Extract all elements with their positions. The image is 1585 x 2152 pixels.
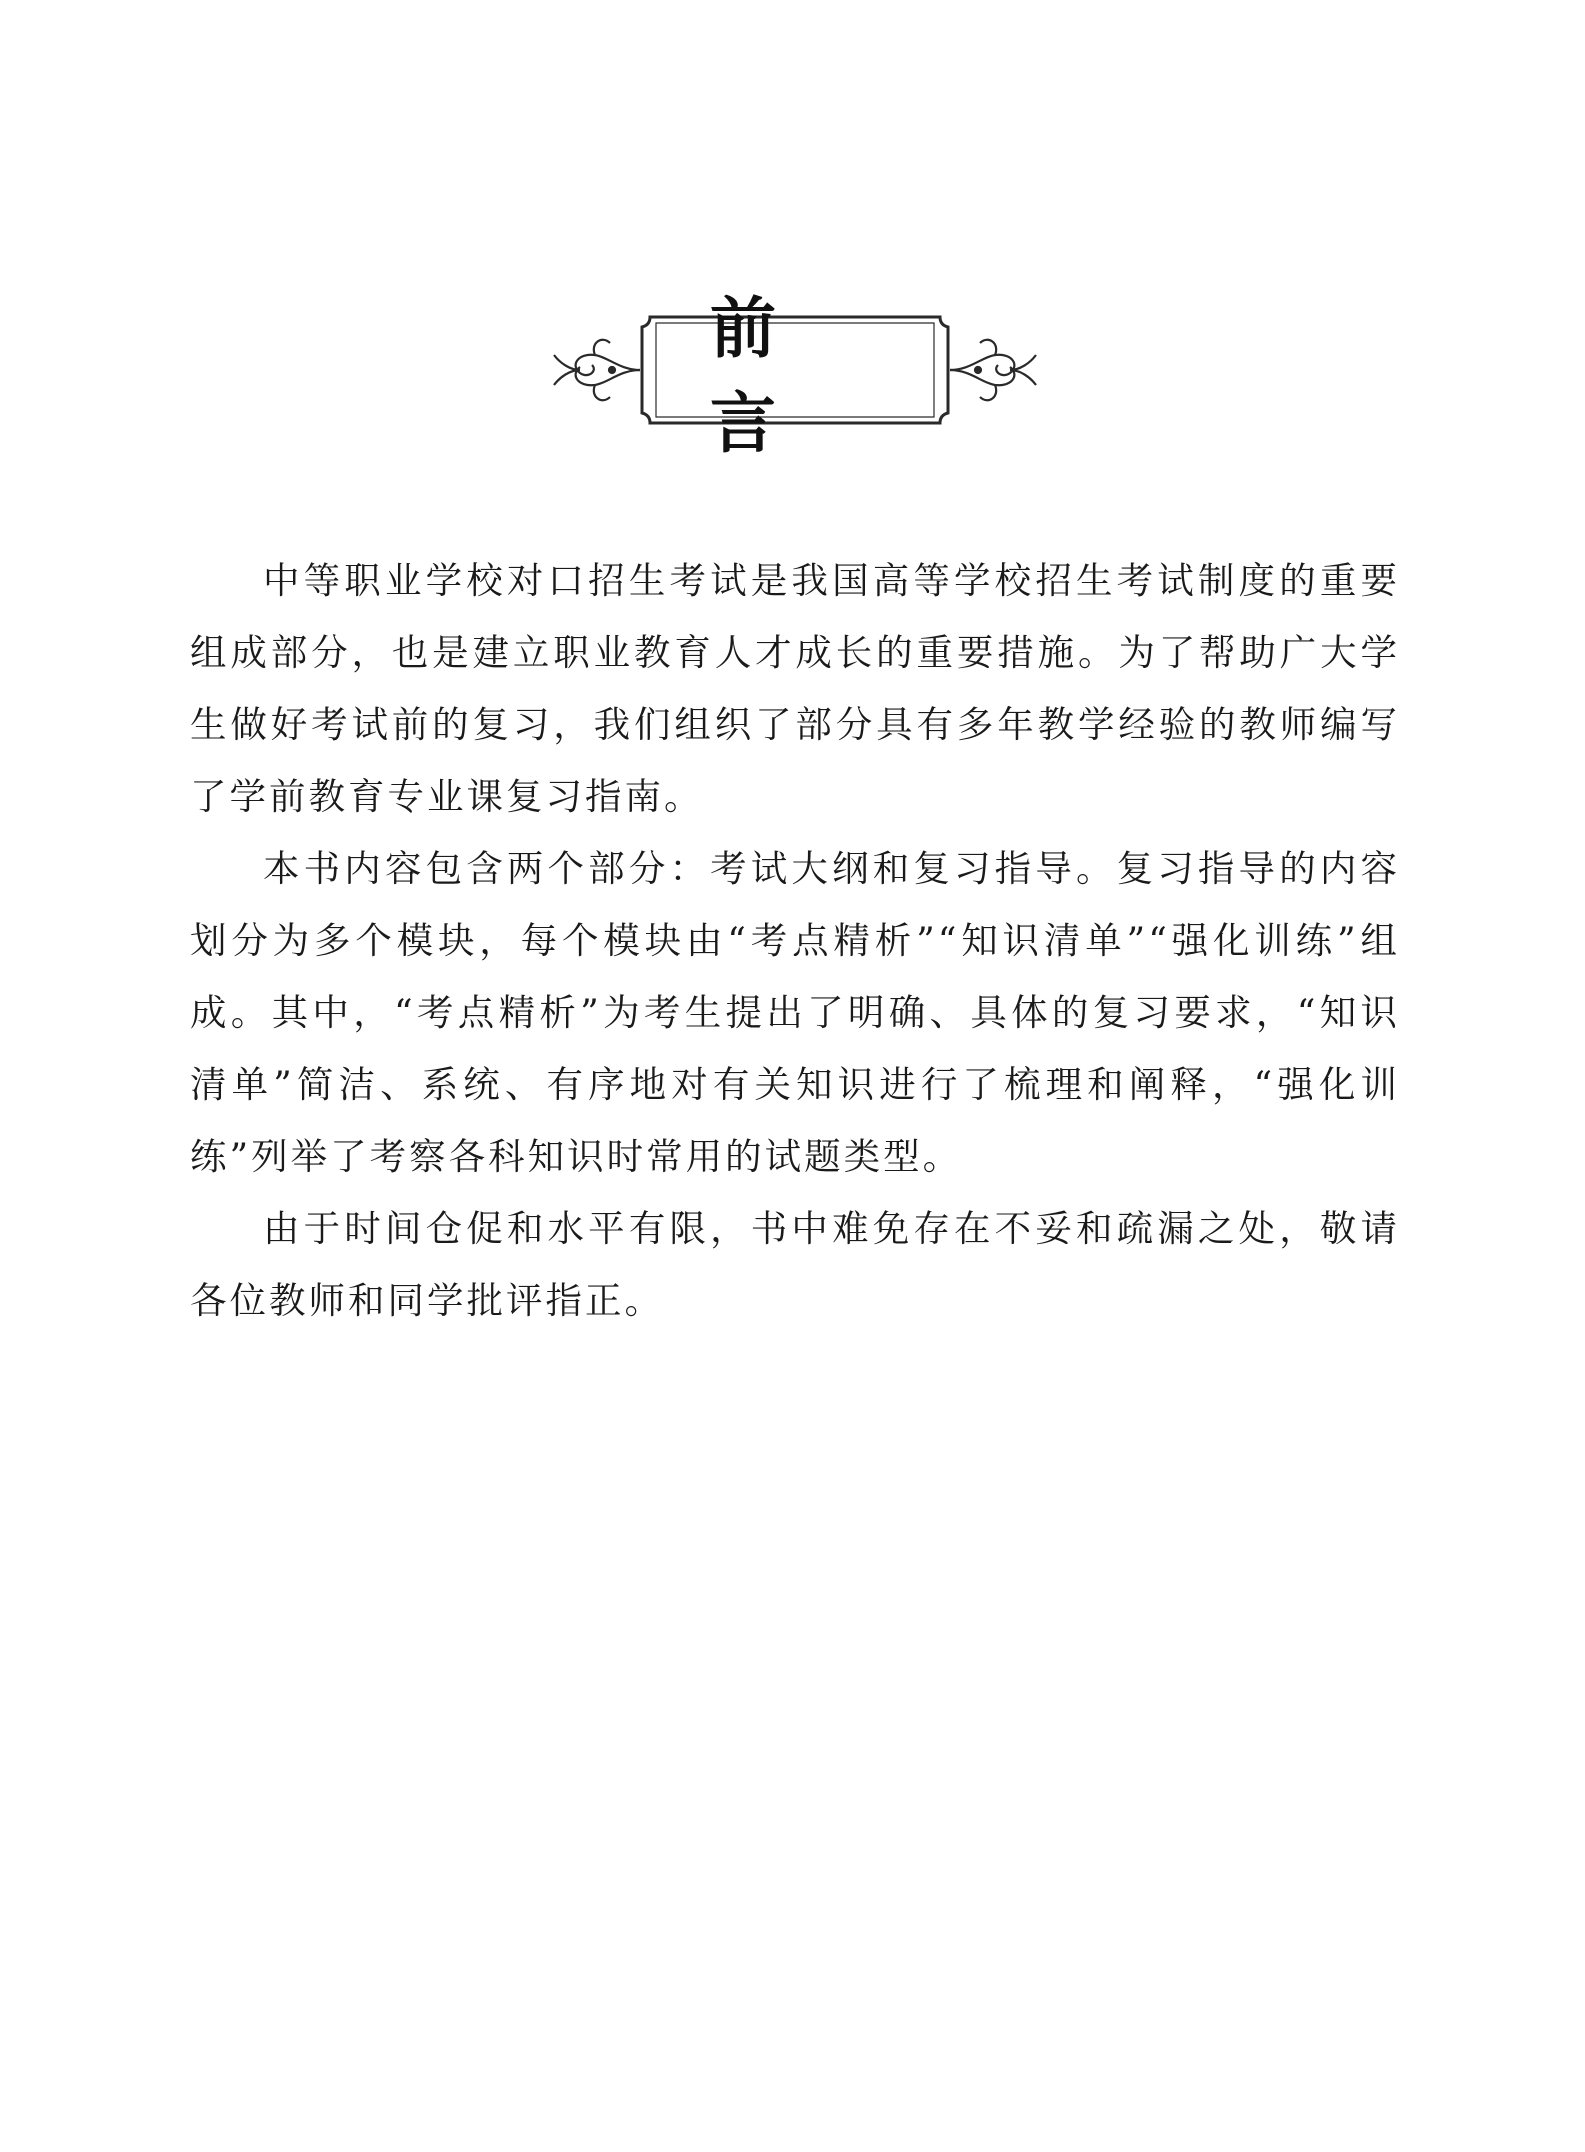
title-ornament: [550, 290, 1040, 462]
paragraph-2: 本书内容包含两个部分：考试大纲和复习指导。复习指导的内容划分为多个模块，每个模块由“考点精析”“知识清单”“强化训练”组成。其中，“考点精析”为考生提出了明确、具体的复习要求，“知识清单”简洁、系统、有序地对有关知识进行了梳理和阐释，“强化训练”列举了考察各科知识时常用的试题类型。: [190, 847, 1400, 1178]
right-flourish-icon: [950, 340, 1036, 400]
left-flourish-icon: [554, 340, 640, 400]
paragraph-3: 由于时间仓促和水平有限，书中难免存在不妥和疏漏之处，敬请各位教师和同学批评指正。: [190, 1207, 1400, 1322]
paragraph-1: 中等职业学校对口招生考试是我国高等学校招生考试制度的重要组成部分，也是建立职业教育人才成长的重要措施。为了帮助广大学生做好考试前的复习，我们组织了部分具有多年教学经验的教师编写了学前教育专业课复习指南。: [190, 559, 1400, 818]
preface-body: [190, 545, 1400, 1337]
page-title: 前言: [710, 290, 836, 462]
